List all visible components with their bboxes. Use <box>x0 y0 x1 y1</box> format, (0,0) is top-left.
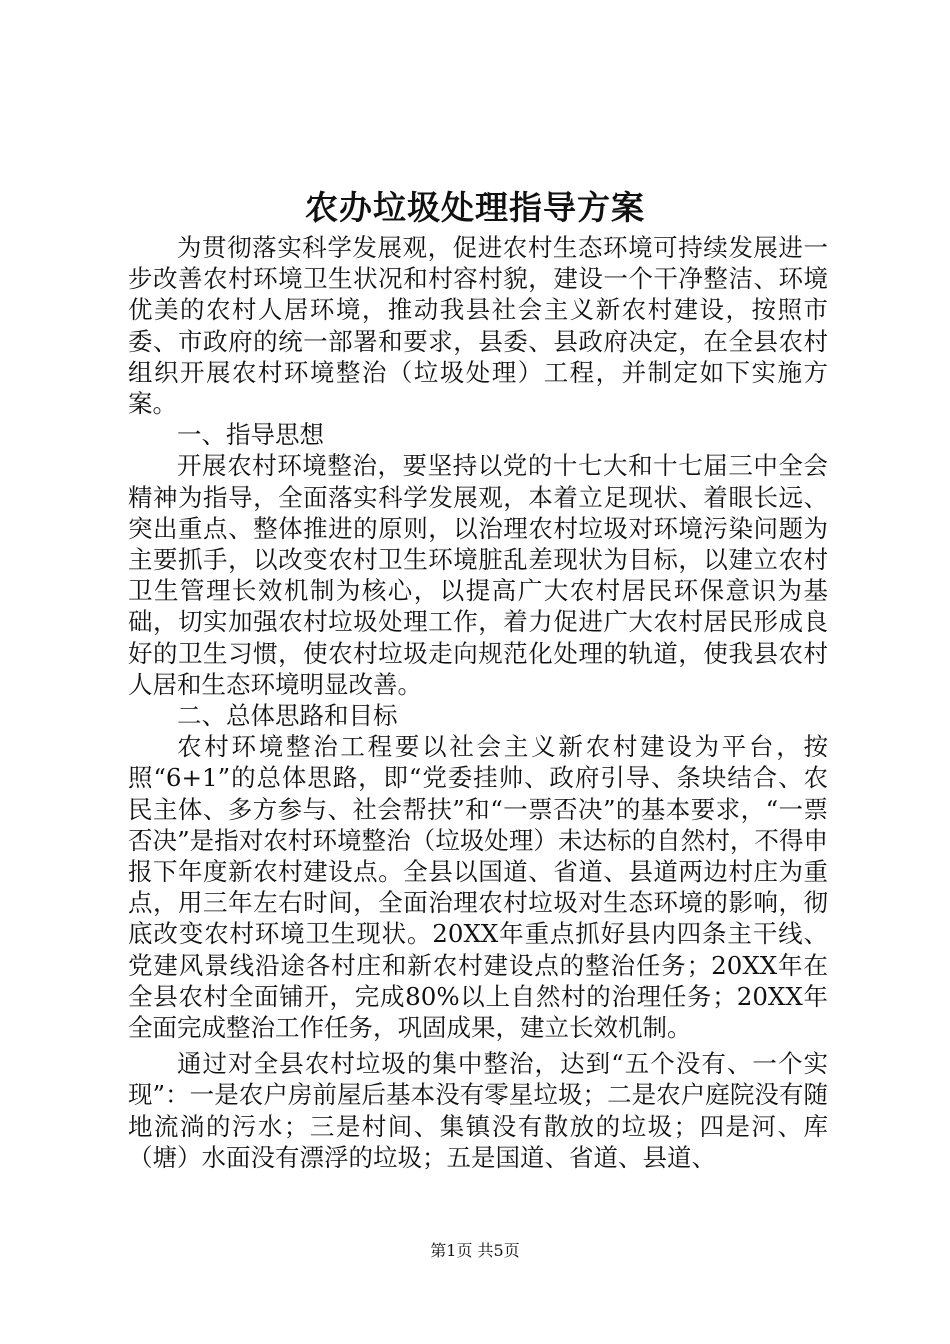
targets-paragraph: 通过对全县农村垃圾的集中整治，达到“五个没有、一个实现”：一是农户房前屋后基本没有零星垃圾；二是农户庭院没有随地流淌的污水；三是村间、集镇没有散放的垃圾；四是河、库（塘）水面没有漂浮的垃圾；五是国道、省道、县道、 <box>128 1049 828 1172</box>
page-number: 第1页 共5页 <box>430 1241 520 1260</box>
section-heading-overall-goals: 二、总体思路和目标 <box>177 701 398 731</box>
document-title: 农办垃圾处理指导方案 <box>305 188 645 227</box>
document-body <box>128 232 828 1173</box>
intro-paragraph: 为贯彻落实科学发展观，促进农村生态环境可持续发展进一步改善农村环境卫生状况和村容村貌，建设一个干净整洁、环境优美的农村人居环境，推动我县社会主义新农村建设，按照市委、市政府的统一部署和要求，县委、县政府决定，在全县农村组织开展农村环境整治（垃圾处理）工程，并制定如下实施方案。 <box>128 233 828 419</box>
overall-goals-paragraph: 农村环境整治工程要以社会主义新农村建设为平台，按照“6+1”的总体思路，即“党委挂帅、政府引导、条块结合、农民主体、多方参与、社会帮扶”和“一票否决”的基本要求，“一票否决”是指对农村环境整治（垃圾处理）未达标的自然村，不得申报下年度新农村建设点。全县以国道、省道、县道两边村庄为重点，用三年左右时间，全面治理农村垃圾对生态环境的影响，彻底改变农村环境卫生现状。20XX年重点抓好县内四条主干线、党建风景线沿途各村庄和新农村建设点的整治任务；20XX年在全县农村全面铺开，完成80%以上自然村的治理任务；20XX年全面完成整治工作任务，巩固成果，建立长效机制。 <box>128 732 828 1043</box>
section-heading-guiding-ideology: 一、指导思想 <box>177 420 324 450</box>
guiding-ideology-paragraph: 开展农村环境整治，要坚持以党的十七大和十七届三中全会精神为指导，全面落实科学发展观，本着立足现状、着眼长远、突出重点、整体推进的原则，以治理农村垃圾对环境污染问题为主要抓手，以改变农村卫生环境脏乱差现状为目标，以建立农村卫生管理长效机制为核心，以提高广大农村居民环保意识为基础，切实加强农村垃圾处理工作，着力促进广大农村居民形成良好的卫生习惯，使农村垃圾走向规范化处理的轨道，使我县农村人居和生态环境明显改善。 <box>128 451 828 699</box>
